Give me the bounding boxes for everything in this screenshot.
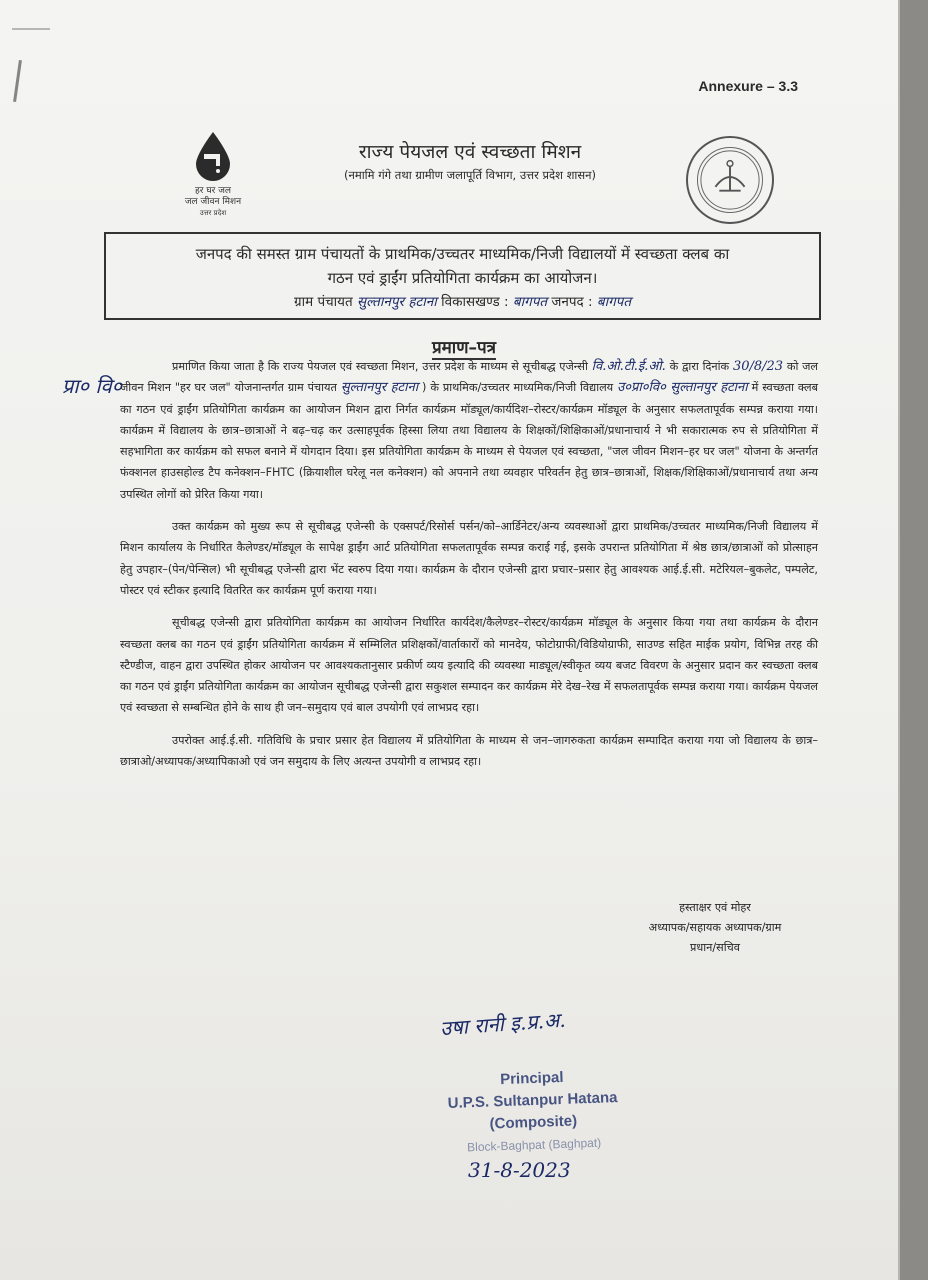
annexure-label: Annexure – 3.3 [698,78,798,94]
district-label: जनपद : [551,294,593,310]
mission-subtitle: (नमामि गंगे तथा ग्रामीण जलापूर्ति विभाग, उत्तर प्रदेश शासन) [343,168,597,182]
program-date: 30/8/23 [732,359,784,374]
paragraph: उपरोक्त आई.ई.सी. गतिविधि के प्रचार प्रसार हेत विद्यालय में प्रतियोगिता के माध्यम से जन–जागरुकता कार्यक्रम सम्पादित कराया गया जो विद्यालय के छात्र–छात्राओ/अध्यापक/अध्यापिकाओ एवं जन समुदाय के लिए अत्यन्त उपयोगी व लाभप्रद रहा। [120,733,818,769]
logo-text: हर घर जल [195,186,231,196]
block-label: विकासखण्ड : [441,294,509,310]
gram-panchayat-label: ग्राम पंचायत [293,294,353,310]
mission-title: राज्य पेयजल एवं स्वच्छता मिशन [358,141,582,163]
water-drop-icon [192,130,234,182]
agency-name: वि.ओ.टी.ई.ओ. [591,359,666,374]
gram-panchayat-value: सुल्तानपुर हटाना [357,294,437,310]
paragraph: उक्त कार्यक्रम को मुख्य रूप से सूचीबद्ध एजेन्सी के एक्सपर्ट/रिसोर्स पर्सन/को–आर्डिनेटर/अन्य व्यवस्थाओं द्वारा प्राथमिक/उच्चतर माध्यमिक/निजी विद्यालय में मिशन कार्यालय के निर्धारित कैलेण्डर/मॉड्यूल के सापेक्ष ड्राईंग आर्ट प्रतियोगिता सफलतापूर्वक सम्पन्न कराई गई, इसके उपरान्त प्रतियोगिता में श्रेष्ठ छात्र/छात्राओं को प्रोत्साहन हेतु उपहार–(पेन/पेन्सिल) भी सूचीबद्ध एजेन्सी द्वारा भेंट स्वरुप दिया गया। कार्यक्रम के दौरान एजेन्सी द्वारा प्रचार–प्रसार हेतु आवश्यक आई.ई.सी. मटेरियल–बुकलेट, पम्पलेट, पोस्टर एवं स्टीकर इत्यादि वितरित कर कार्यक्रम पूर्ण कराया गया। [120,520,818,597]
gram-panchayat-fill: सुल्तानपुर हटाना [340,380,419,396]
handwritten-date: 31-8-2023 [468,1158,571,1182]
school-name: उ०प्रा०वि० सुल्तानपुर हटाना [617,380,748,396]
paragraph: प्रमाणित किया जाता है कि राज्य पेयजल एवं स्वच्छता मिशन, उत्तर प्रदेश के माध्यम से सूचीबद्ध एजेन्सी वि.ओ.टी.ई.ओ. के द्वारा दिनांक 30/8/23 को जल जीवन मिशन "हर घर जल" योजनान्तर्गत ग्राम पंचायत सुल्तानपुर हटाना ) के प्राथमिक/उच्चतर माध्यमिक/निजी विद्यालय उ०प्रा०वि० सुल्तानपुर हटाना में स्वच्छता क्लब का गठन एवं ड्राईंग प्रतियोगिता कार्यक्रम का आयोजन मिशन द्वारा निर्गत कार्यक्रम मॉड्यूल/कार्यदिश–रोस्टर/कार्यक्रम मॉड्यूल के अनुसार सफलतापूर्वक सम्पन्न कराया गया। कार्यक्रम में विद्यालय के छात्र–छात्राओं ने बढ़–चढ़ कर उत्साहपूर्वक हिस्सा लिया तथा विद्यालय के शिक्षकों/शिक्षिकाओं/प्रधानाचार्य ने भी सकारात्मक रुप से प्रतियोगिता में सहभागिता कर कार्यक्रम को सफल बनाने में योगदान दिया। इस प्रतियोगिता कार्यक्रम के माध्यम से पेयजल एवं स्वच्छता, "जल जीवन मिशन–हर घर जल" योजना के अन्तर्गत फंक्शनल हाउसहोल्ड टैप कनेक्शन–FHTC (क्रियाशील घरेलू नल कनेक्शन) को अपनाने तथा व्यवहार परिवर्तन हेतु छात्र–छात्राओं, शिक्षक/शिक्षिकाओं/प्रधानाचार्य तथा अन्य उपस्थित लोगों को प्रेरित किया गया। [120,359,819,501]
stamp-line: U.P.S. Sultanpur Hatana [447,1089,618,1112]
district-value: बागपत [596,294,632,310]
paragraph: सूचीबद्ध एजेन्सी द्वारा प्रतियोगिता कार्यक्रम का आयोजन निर्धारित कार्यदेश/कैलेण्डर–रोस्टर/कार्यक्रम मॉड्यूल के अनुसार किया गया तथा कार्यक्रम के दौरान स्वच्छता क्लब का गठन एवं ड्राईंग प्रतियोगिता कार्यक्रम में सम्मिलित प्रशिक्षकों/वार्ताकारों को मानदेय, फोटोग्राफी/विडियोग्राफी, साउण्ड सहित माईक प्रयोग, विभिन्न तरह की स्टैण्डीज, वाहन द्वारा उपस्थित होकर आयोजन पर आवश्यकतानुसार प्रकीर्ण व्यय इत्यादि की व्यवस्था माड्यूल/स्वीकृत व्यय बजट विवरण के अनुसार प्रदान कर स्वच्छता क्लब का गठन एवं ड्राईंग प्रतियोगिता कार्यक्रम का आयोजन सूचीबद्ध एजेन्सी द्वारा सकुशल सम्पादन कर कार्यक्रम मेरे देख–रेख में सफलतापूर्वक सम्पन्न कराया गया। कार्यक्रम पेयजल एवं स्वच्छता से सम्बन्धित होने के साथ ही जन–समुदाय एवं बाल उपयोगी एवं लाभप्रद रहा। [120,616,818,715]
logo-text: उत्तर प्रदेश [199,209,227,217]
principal-stamp [447,1065,620,1159]
stamp-line: (Composite) [489,1112,578,1133]
logo-text: जल जीवन मिशन [184,197,242,207]
document-title: प्रमाण–पत्र [431,338,497,358]
up-government-seal-icon [686,136,774,224]
sig-label: अध्यापक/सहायक अध्यापक/ग्राम [648,921,782,934]
header [270,138,670,183]
subject-line: गठन एवं ड्राईंग प्रतियोगिता कार्यक्रम का आयोजन। [327,269,598,287]
sig-label: प्रधान/सचिव [690,941,740,954]
location-line [106,290,819,314]
certificate-body [120,356,818,783]
handwritten-signature: उषा रानी इ.प्र.अ. [439,1007,567,1041]
handwritten-side-note: प्रा० वि० [62,374,123,398]
seal-emblem-icon [697,147,763,213]
subject-box [104,232,821,320]
pen-mark [12,28,50,30]
pen-mark [13,60,22,102]
jal-jeevan-mission-logo [168,130,258,219]
subject-line: जनपद की समस्त ग्राम पंचायतों के प्राथमिक/उच्चतर माध्यमिक/निजी विद्यालयों में स्वच्छता क्लब का [195,245,730,263]
stamp-line: Principal [499,1068,564,1089]
sig-label: हस्ताक्षर एवं मोहर [679,901,751,914]
signature-label-block [600,898,830,958]
stamp-line: Block-Baghpat (Baghpat) [466,1135,602,1155]
block-value: बागपत [512,294,548,310]
